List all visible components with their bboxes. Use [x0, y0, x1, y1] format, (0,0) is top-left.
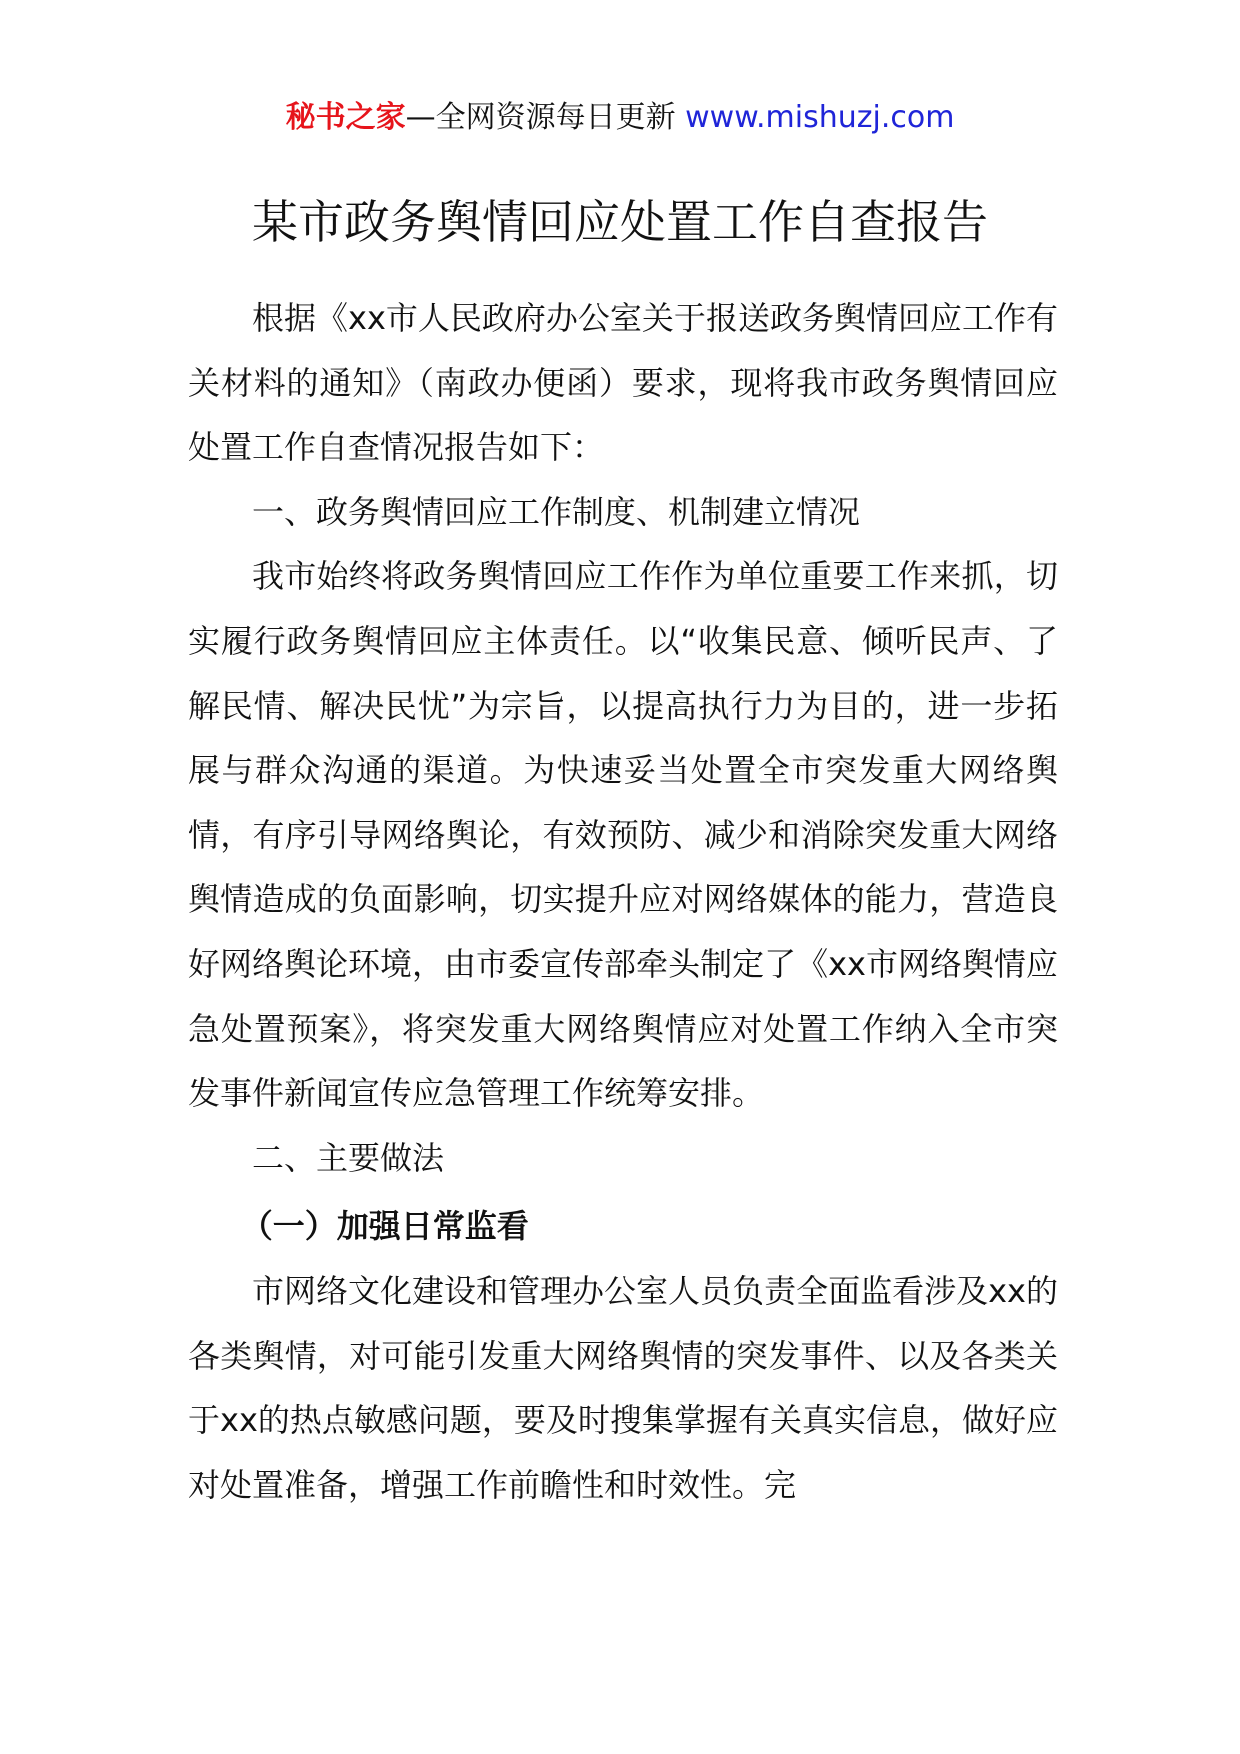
site-header [0, 98, 1240, 138]
section-1-paragraph: 我市始终将政务舆情回应工作作为单位重要工作来抓，切实履行政务舆情回应主体责任。以“收集民意、倾听民声、了解民情、解决民忧”为宗旨，以提高执行力为目的，进一步拓展与群众沟通的渠道。为快速妥当处置全市突发重大网络舆情，有序引导网络舆论，有效预防、减少和消除突发重大网络舆情造成的负面影响，切实提升应对网络媒体的能力，营造良好网络舆论环境，由市委宣传部牵头制定了《xx市网络舆情应急处置预案》，将突发重大网络舆情应对处置工作纳入全市突发事件新闻宣传应急管理工作统筹安排。 [188, 557, 1058, 1113]
section-2-heading: 二、主要做法 [252, 1138, 445, 1177]
brand-name: 秘书之家 [285, 100, 406, 135]
site-url-link[interactable]: www.mishuzj.com [685, 100, 955, 135]
intro-paragraph: 根据《xx市人民政府办公室关于报送政务舆情回应工作有关材料的通知》（南政办便函）要求，现将我市政务舆情回应处置工作自查情况报告如下： [188, 299, 1058, 467]
document-body [188, 286, 1058, 1517]
site-tagline: —全网资源每日更新 [405, 100, 676, 135]
section-1-heading: 一、政务舆情回应工作制度、机制建立情况 [252, 492, 861, 531]
subsection-1-heading: （一）加强日常监看 [240, 1207, 529, 1246]
document-title: 某市政务舆情回应处置工作自查报告 [252, 195, 988, 249]
subsection-1-paragraph: 市网络文化建设和管理办公室人员负责全面监看涉及xx的各类舆情，对可能引发重大网络舆情的突发事件、以及各类关于xx的热点敏感问题，要及时搜集掌握有关真实信息，做好应对处置准备，增强工作前瞻性和时效性。完 [188, 1271, 1058, 1504]
